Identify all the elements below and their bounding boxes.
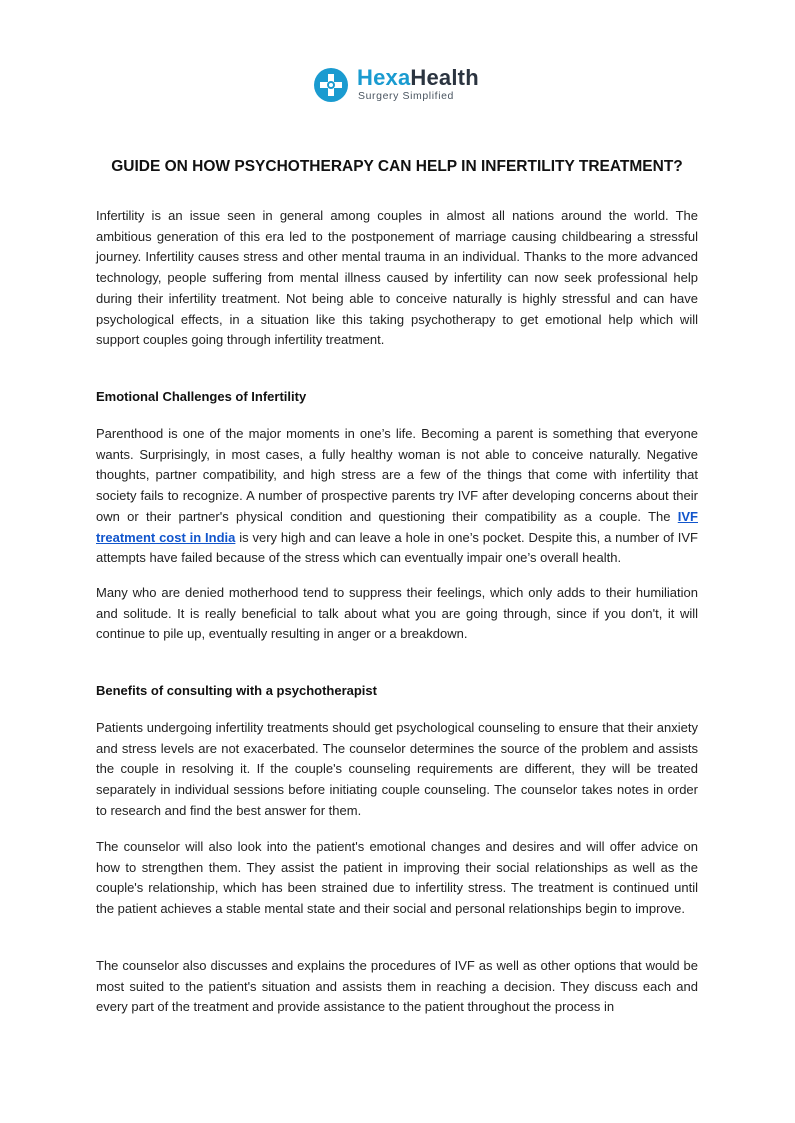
section1-paragraph-1 (96, 424, 698, 569)
section2-paragraph-2: The counselor will also look into the patient's emotional changes and desires and will offer advice on how to strengthen them. They assist the patient in improving their social relationships as well as the couple's relationship, which has been strained due to infertility stress. The treatment is continued until the patient achieves a stable mental state and their social and personal relationships begin to improve. (96, 839, 698, 917)
brand-tagline: Surgery Simplified (358, 90, 454, 102)
section1-paragraph-1-text-a: Parenthood is one of the major moments in one’s life. Becoming a parent is something that everyone wants. Surprisingly, in most cases, a fully healthy woman is not able to conceive naturally. Negative thoughts, partner compatibility, and high stress are a few of the things that come with infertility that society fails to recognize. A number of prospective parents try IVF after developing concerns about their own or their partner's physical condition and questioning their compatibility as a couple. The (96, 426, 698, 524)
section-heading-emotional-challenges: Emotional Challenges of Infertility (96, 389, 307, 404)
section-heading-benefits: Benefits of consulting with a psychotherapist (96, 683, 377, 698)
brand-name-part1: Hexa (357, 65, 411, 90)
intro-paragraph: Infertility is an issue seen in general among couples in almost all nations around the world. The ambitious generation of this era led to the postponement of marriage causing childbearing a stressful journey. Infertility causes stress and other mental trauma in an individual. Thanks to the more advanced technology, people suffering from mental illness caused by infertility can now seek professional help during their infertility treatment. Not being able to conceive naturally is highly stressful and can have psychological effects, in a situation like this taking psychotherapy to get emotional help which will support couples going through infertility treatment. (96, 208, 698, 348)
page-title: GUIDE ON HOW PSYCHOTHERAPY CAN HELP IN INFERTILITY TREATMENT? (111, 158, 683, 175)
brand-name (357, 64, 479, 92)
section1-paragraph-1-text-b: is very high and can leave a hole in one’s pocket. Despite this, a number of IVF attempts have failed because of the stress which can eventually impair one’s overall health. (96, 529, 698, 566)
medical-cross-icon (311, 64, 351, 104)
section2-paragraph-3: The counselor also discusses and explains the procedures of IVF as well as other options that would be most suited to the patient's situation and assists them in reaching a decision. They discuss each and every part of the treatment and provide assistance to the patient throughout the process in (96, 958, 698, 1015)
ivf-cost-link[interactable]: IVF treatment cost in India (96, 508, 698, 545)
section1-paragraph-2: Many who are denied motherhood tend to suppress their feelings, which only adds to their humiliation and solitude. It is really beneficial to talk about what you are going through, since if you don't, it will continue to pile up, eventually resulting in anger or a breakdown. (96, 585, 698, 642)
brand-name-part2: Health (410, 65, 479, 90)
hexahealth-logo[interactable] (311, 64, 491, 108)
section2-paragraph-1: Patients undergoing infertility treatments should get psychological counseling to ensure that their anxiety and stress levels are not exacerbated. The counselor determines the source of the problem and assists the couple in resolving it. If the couple's counseling requirements are different, they will be treated separately in individual sessions before initiating couple counseling. The counselor takes notes in order to research and find the best answer for them. (96, 720, 698, 818)
